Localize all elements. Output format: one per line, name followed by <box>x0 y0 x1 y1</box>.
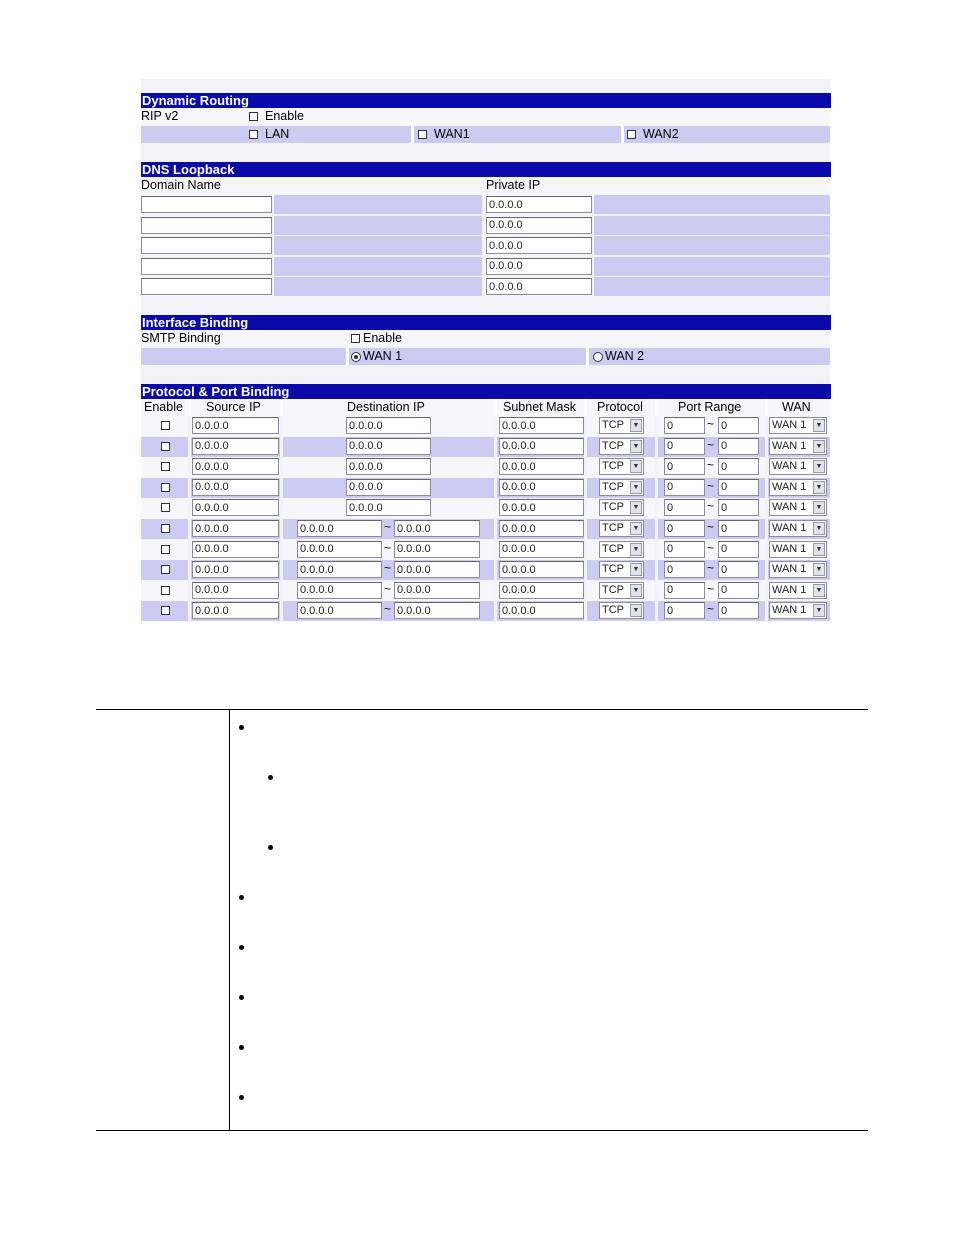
port-start-input[interactable] <box>664 561 705 578</box>
wan-select[interactable] <box>769 582 827 599</box>
row-enable-checkbox[interactable] <box>161 565 170 574</box>
wan-value: WAN 1 <box>772 480 807 493</box>
doc-table-column-divider <box>229 710 230 1130</box>
row-cell <box>594 257 830 276</box>
wan-value: WAN 1 <box>772 419 807 431</box>
source-ip-input[interactable] <box>192 417 279 434</box>
port-start-input[interactable] <box>664 417 705 434</box>
chevron-down-icon[interactable]: ▼ <box>813 419 825 432</box>
range-separator: ~ <box>707 417 715 431</box>
dns-loopback-header <box>141 162 831 177</box>
range-separator: ~ <box>707 437 715 452</box>
port-binding-row <box>141 478 830 498</box>
row-enable-checkbox[interactable] <box>161 421 170 430</box>
protocol-value: TCP <box>602 419 624 431</box>
protocol-select[interactable] <box>599 541 644 558</box>
protocol-select[interactable] <box>599 458 644 475</box>
domain-name-input[interactable] <box>141 237 272 254</box>
range-separator: ~ <box>707 561 715 576</box>
destination-ip-start-input[interactable] <box>297 561 382 578</box>
protocol-port-binding-title: Protocol & Port Binding <box>142 384 290 399</box>
wan-value: WAN 1 <box>772 460 807 473</box>
port-start-input[interactable] <box>664 541 705 558</box>
row-enable-checkbox[interactable] <box>161 483 170 492</box>
chevron-down-icon[interactable]: ▼ <box>630 419 642 432</box>
protocol-select[interactable] <box>599 499 644 516</box>
range-separator: ~ <box>707 520 715 534</box>
chevron-down-icon[interactable]: ▼ <box>630 563 642 576</box>
chevron-down-icon[interactable]: ▼ <box>630 440 642 453</box>
private-ip-input[interactable] <box>486 258 592 275</box>
port-binding-row <box>141 437 830 457</box>
row-enable-checkbox[interactable] <box>161 586 170 595</box>
chevron-down-icon[interactable]: ▼ <box>813 460 825 473</box>
ppb-column-headers <box>141 399 830 416</box>
chevron-down-icon[interactable]: ▼ <box>813 481 825 494</box>
row-cell <box>274 277 482 296</box>
port-start-input[interactable] <box>664 602 705 619</box>
protocol-value: TCP <box>602 480 624 493</box>
dns-loopback-row <box>141 257 830 276</box>
wan-value: WAN 1 <box>772 604 807 617</box>
router-settings-panel <box>141 79 830 621</box>
col-destination-ip-header: Destination IP <box>347 400 425 414</box>
chevron-down-icon[interactable]: ▼ <box>813 543 825 556</box>
range-separator: ~ <box>707 478 715 493</box>
smtp-wan1-radio[interactable] <box>351 352 361 362</box>
chevron-down-icon[interactable]: ▼ <box>630 604 642 617</box>
smtp-enable-label: Enable <box>363 331 402 345</box>
subnet-mask-input[interactable] <box>499 417 584 434</box>
port-binding-row <box>141 540 830 560</box>
domain-name-input[interactable] <box>141 217 272 234</box>
col-divider <box>494 399 497 416</box>
row-enable-checkbox[interactable] <box>161 503 170 512</box>
interface-binding-title: Interface Binding <box>142 315 249 330</box>
doc-table-top-border <box>96 709 868 710</box>
rip-label: RIP v2 <box>141 109 179 123</box>
doc-bullet <box>239 945 244 950</box>
protocol-select[interactable] <box>599 479 644 496</box>
protocol-select[interactable] <box>599 582 644 599</box>
rip-wan2-label: WAN2 <box>643 127 679 141</box>
chevron-down-icon[interactable]: ▼ <box>813 584 825 597</box>
destination-ip-end-input[interactable] <box>394 602 480 619</box>
port-binding-row <box>141 498 830 518</box>
protocol-value: TCP <box>602 542 624 555</box>
chevron-down-icon[interactable]: ▼ <box>630 460 642 473</box>
chevron-down-icon[interactable]: ▼ <box>630 543 642 556</box>
row-enable-checkbox[interactable] <box>161 606 170 615</box>
port-end-input[interactable] <box>718 582 759 599</box>
rip-wan1-checkbox[interactable] <box>418 130 427 139</box>
range-separator: ~ <box>384 561 392 576</box>
col-source-ip-header: Source IP <box>206 400 261 414</box>
protocol-value: TCP <box>602 501 624 514</box>
destination-ip-end-input[interactable] <box>394 582 480 599</box>
col-divider <box>765 399 768 416</box>
subnet-mask-input[interactable] <box>499 499 584 516</box>
port-start-input[interactable] <box>664 499 705 516</box>
destination-ip-input[interactable] <box>346 417 431 434</box>
port-start-input[interactable] <box>664 458 705 475</box>
dns-loopback-row <box>141 277 830 296</box>
col-enable-header: Enable <box>144 400 183 414</box>
protocol-value: TCP <box>602 604 624 617</box>
smtp-wan1-label: WAN 1 <box>363 349 403 363</box>
row-enable-checkbox[interactable] <box>161 545 170 554</box>
destination-ip-input[interactable] <box>346 479 431 496</box>
port-end-input[interactable] <box>718 520 759 537</box>
doc-bullet <box>239 895 244 900</box>
interface-binding-header <box>141 315 831 330</box>
source-ip-input[interactable] <box>192 520 279 537</box>
row-cell <box>274 216 482 235</box>
subnet-mask-input[interactable] <box>499 458 584 475</box>
wan-select[interactable] <box>769 520 827 537</box>
wan-value: WAN 1 <box>772 563 807 576</box>
doc-bullet <box>239 725 244 730</box>
protocol-select[interactable] <box>599 602 644 619</box>
doc-sub-bullet <box>268 845 273 850</box>
destination-ip-start-input[interactable] <box>297 520 382 537</box>
private-ip-header: Private IP <box>486 178 541 192</box>
range-separator: ~ <box>384 581 392 596</box>
col-port-range-header: Port Range <box>678 400 742 414</box>
port-end-input[interactable] <box>718 479 759 496</box>
chevron-down-icon[interactable]: ▼ <box>813 604 825 617</box>
col-divider <box>586 348 589 365</box>
source-ip-input[interactable] <box>192 561 279 578</box>
destination-ip-input[interactable] <box>346 438 431 455</box>
row-cell <box>594 216 830 235</box>
private-ip-input[interactable] <box>486 196 592 213</box>
range-separator: ~ <box>384 602 392 617</box>
chevron-down-icon[interactable]: ▼ <box>630 522 642 535</box>
row-cell <box>594 236 830 255</box>
wan-select[interactable] <box>769 499 827 516</box>
dynamic-routing-title: Dynamic Routing <box>142 93 249 108</box>
destination-ip-start-input[interactable] <box>297 582 382 599</box>
rip-enable-label: Enable <box>265 109 304 123</box>
port-binding-row <box>141 560 830 580</box>
source-ip-input[interactable] <box>192 438 279 455</box>
col-divider <box>346 348 349 365</box>
source-ip-input[interactable] <box>192 582 279 599</box>
chevron-down-icon[interactable]: ▼ <box>813 563 825 576</box>
destination-ip-input[interactable] <box>346 499 431 516</box>
protocol-port-binding-header <box>141 384 831 399</box>
rip-lan-label: LAN <box>265 127 290 141</box>
wan-select[interactable] <box>769 479 827 496</box>
wan-value: WAN 1 <box>772 522 807 534</box>
protocol-select[interactable] <box>599 520 644 537</box>
chevron-down-icon[interactable]: ▼ <box>630 501 642 514</box>
col-divider <box>188 399 191 416</box>
protocol-select[interactable] <box>599 438 644 455</box>
range-separator: ~ <box>707 581 715 596</box>
col-divider <box>655 399 658 416</box>
wan-value: WAN 1 <box>772 542 807 555</box>
subnet-mask-input[interactable] <box>499 582 584 599</box>
wan-select[interactable] <box>769 561 827 578</box>
wan-select[interactable] <box>769 417 827 434</box>
range-separator: ~ <box>384 540 392 555</box>
chevron-down-icon[interactable]: ▼ <box>813 501 825 514</box>
private-ip-input[interactable] <box>486 237 592 254</box>
chevron-down-icon[interactable]: ▼ <box>630 481 642 494</box>
wan-select[interactable] <box>769 541 827 558</box>
source-ip-input[interactable] <box>192 458 279 475</box>
col-divider <box>280 399 283 416</box>
range-separator: ~ <box>707 458 715 473</box>
row-enable-checkbox[interactable] <box>161 442 170 451</box>
row-cell <box>274 236 482 255</box>
source-ip-input[interactable] <box>192 602 279 619</box>
domain-name-input[interactable] <box>141 196 272 213</box>
row-cell <box>594 195 830 214</box>
port-binding-row <box>141 519 830 539</box>
wan-value: WAN 1 <box>772 583 807 596</box>
wan-value: WAN 1 <box>772 501 807 514</box>
destination-ip-end-input[interactable] <box>394 541 480 558</box>
rip-enable-checkbox[interactable] <box>249 112 258 121</box>
wan-select[interactable] <box>769 438 827 455</box>
domain-name-input[interactable] <box>141 258 272 275</box>
protocol-select[interactable] <box>599 561 644 578</box>
subnet-mask-input[interactable] <box>499 541 584 558</box>
rip-interfaces-row <box>141 126 830 143</box>
doc-bullet <box>239 995 244 1000</box>
dns-loopback-row <box>141 216 830 235</box>
port-binding-row <box>141 601 830 621</box>
port-start-input[interactable] <box>664 438 705 455</box>
dynamic-routing-header <box>141 93 831 108</box>
smtp-enable-checkbox[interactable] <box>351 334 360 343</box>
wan-select[interactable] <box>769 602 827 619</box>
dns-loopback-row <box>141 236 830 255</box>
protocol-value: TCP <box>602 460 624 473</box>
port-end-input[interactable] <box>718 417 759 434</box>
doc-bullet <box>239 1045 244 1050</box>
subnet-mask-input[interactable] <box>499 479 584 496</box>
destination-ip-start-input[interactable] <box>297 541 382 558</box>
destination-ip-end-input[interactable] <box>394 520 480 537</box>
port-start-input[interactable] <box>664 479 705 496</box>
domain-name-header: Domain Name <box>141 178 221 192</box>
col-protocol-header: Protocol <box>597 400 643 414</box>
destination-ip-start-input[interactable] <box>297 602 382 619</box>
rip-wan1-label: WAN1 <box>434 127 470 141</box>
col-divider <box>621 126 624 143</box>
doc-table-bottom-border <box>96 1130 868 1131</box>
wan-value: WAN 1 <box>772 439 807 452</box>
doc-sub-bullet <box>268 775 273 780</box>
row-cell <box>274 195 482 214</box>
port-end-input[interactable] <box>718 602 759 619</box>
doc-bullet <box>239 1095 244 1100</box>
subnet-mask-input[interactable] <box>499 561 584 578</box>
row-cell <box>594 277 830 296</box>
smtp-wan2-radio[interactable] <box>593 352 603 362</box>
private-ip-input[interactable] <box>486 217 592 234</box>
port-binding-row <box>141 457 830 477</box>
source-ip-input[interactable] <box>192 499 279 516</box>
col-divider <box>411 126 414 143</box>
row-enable-checkbox[interactable] <box>161 524 170 533</box>
destination-ip-end-input[interactable] <box>394 561 480 578</box>
chevron-down-icon[interactable]: ▼ <box>813 522 825 535</box>
port-start-input[interactable] <box>664 582 705 599</box>
protocol-select[interactable] <box>599 417 644 434</box>
port-binding-row <box>141 416 830 436</box>
rip-row <box>141 108 830 125</box>
port-end-input[interactable] <box>718 541 759 558</box>
protocol-value: TCP <box>602 522 624 534</box>
range-separator: ~ <box>707 602 715 617</box>
range-separator: ~ <box>707 499 715 514</box>
subnet-mask-input[interactable] <box>499 520 584 537</box>
source-ip-input[interactable] <box>192 479 279 496</box>
port-end-input[interactable] <box>718 438 759 455</box>
chevron-down-icon[interactable]: ▼ <box>813 440 825 453</box>
wan-select[interactable] <box>769 458 827 475</box>
row-cell <box>274 257 482 276</box>
smtp-binding-label: SMTP Binding <box>141 331 221 345</box>
protocol-value: TCP <box>602 439 624 452</box>
col-subnet-mask-header: Subnet Mask <box>503 400 576 414</box>
smtp-wan-row <box>141 348 830 365</box>
source-ip-input[interactable] <box>192 541 279 558</box>
dns-column-headers <box>141 177 830 194</box>
rip-lan-checkbox[interactable] <box>249 130 258 139</box>
row-enable-checkbox[interactable] <box>161 462 170 471</box>
domain-name-input[interactable] <box>141 278 272 295</box>
chevron-down-icon[interactable]: ▼ <box>630 584 642 597</box>
port-binding-row <box>141 581 830 601</box>
subnet-mask-input[interactable] <box>499 438 584 455</box>
col-wan-header: WAN <box>782 400 811 414</box>
port-end-input[interactable] <box>718 458 759 475</box>
smtp-wan2-label: WAN 2 <box>605 349 645 363</box>
range-separator: ~ <box>384 520 392 534</box>
private-ip-input[interactable] <box>486 278 592 295</box>
port-end-input[interactable] <box>718 561 759 578</box>
protocol-value: TCP <box>602 563 624 576</box>
port-end-input[interactable] <box>718 499 759 516</box>
subnet-mask-input[interactable] <box>499 602 584 619</box>
rip-wan2-checkbox[interactable] <box>627 130 636 139</box>
range-separator: ~ <box>707 540 715 555</box>
dns-loopback-title: DNS Loopback <box>142 162 235 177</box>
protocol-value: TCP <box>602 583 624 596</box>
smtp-binding-row <box>141 330 830 347</box>
port-start-input[interactable] <box>664 520 705 537</box>
col-divider <box>584 399 587 416</box>
dns-loopback-row <box>141 195 830 214</box>
destination-ip-input[interactable] <box>346 458 431 475</box>
